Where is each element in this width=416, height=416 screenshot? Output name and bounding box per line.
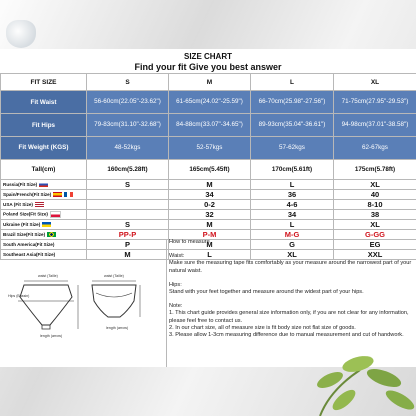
spain-flag-icon [53, 192, 62, 197]
cell: M [87, 250, 169, 260]
size-s: S [87, 74, 169, 91]
cell: L [169, 250, 251, 260]
hips-label-1: Hips (Bassin) [8, 294, 30, 298]
waist-l: 66-70cm(25.98"-27.56") [251, 91, 334, 114]
region-name: Spain/French(Fit Size) [3, 191, 52, 197]
size-m: M [169, 74, 251, 91]
table-header-row [1, 74, 416, 91]
cell: 34 [251, 210, 334, 220]
size-chart-sheet [0, 49, 416, 367]
hips-m: 84-88cm(33.07"-34.65") [169, 114, 251, 137]
region-label-ukraine [1, 220, 87, 230]
tall-s: 160cm(5.28ft) [87, 160, 169, 180]
region-label-south-america: South America(Fit Size) [1, 240, 87, 250]
hips-title: Hips: [169, 281, 182, 288]
length-label-1: length (arrow) [40, 334, 63, 338]
cell: 0-2 [169, 200, 251, 210]
region-label-poland [1, 210, 87, 220]
cell: P-M [169, 230, 251, 240]
region-label-southeast-asia: Southeast Asia(Fit Size) [1, 250, 87, 260]
note-2: 2. In our chart size, all of measure size is fit body size not flat size of goods. [169, 324, 356, 331]
weight-label: Fit Weight (KGS) [1, 137, 87, 160]
panties-diagram [0, 239, 166, 367]
cell: 4-6 [251, 200, 334, 210]
cell: M [169, 220, 251, 230]
hips-row [1, 114, 416, 137]
region-label-usa [1, 200, 87, 210]
cell: P [87, 240, 169, 250]
tall-m: 165cm(5.45ft) [169, 160, 251, 180]
cell: 8-10 [334, 200, 416, 210]
region-label-brazil [1, 230, 87, 240]
chart-title: SIZE CHART [184, 52, 232, 61]
region-name: Russia(Fit Size) [3, 181, 38, 187]
glass-vase [6, 20, 36, 48]
waist-row [1, 91, 416, 114]
cell: PP-P [87, 230, 169, 240]
cell: L [251, 220, 334, 230]
hips-xl: 94-98cm(37.01"-38.58") [334, 114, 416, 137]
size-table [0, 73, 416, 260]
region-name: Brazil Size(Fit Size) [3, 231, 46, 237]
cell: 36 [251, 190, 334, 200]
region-name: Poland Size(Fit Size) [3, 211, 48, 217]
weight-row [1, 137, 416, 160]
region-row-ukraine [1, 220, 416, 230]
poland-flag-icon [50, 211, 61, 218]
cell: S [87, 220, 169, 230]
cell: 34 [169, 190, 251, 200]
cell [87, 200, 169, 210]
fit-size-label: FIT SIZE [1, 74, 87, 91]
cell [87, 210, 169, 220]
title-block [0, 49, 416, 73]
france-flag-icon [64, 192, 73, 197]
size-l: L [251, 74, 334, 91]
cell: XL [334, 220, 416, 230]
ukraine-flag-icon [42, 222, 51, 227]
region-name: USA (Fit Size) [3, 201, 33, 207]
howto-title: How to measure [169, 239, 210, 245]
cell: S [87, 180, 169, 190]
usa-flag-icon [35, 202, 44, 207]
cell: XL [251, 250, 334, 260]
waist-xl: 71-75cm(27.95"-29.53") [334, 91, 416, 114]
tall-label: Tall(cm) [1, 160, 87, 180]
cell: XXL [334, 250, 416, 260]
brazil-flag-icon [47, 232, 56, 237]
measure-diagram [0, 239, 167, 367]
note-1: 1. This chart guide provides general size information only, if you are not clear for any information, please feel free to contact us. [169, 310, 409, 324]
waist-m: 61-65cm(24.02"-25.59") [169, 91, 251, 114]
cell: G-GG [334, 230, 416, 240]
cell: EG [334, 240, 416, 250]
weight-xl: 62-67kgs [334, 137, 416, 160]
region-row-usa [1, 200, 416, 210]
cell [87, 190, 169, 200]
waist-text: Make sure the measuring tape fits comfortably as your measure around the narrowest part of your natural waist. [169, 260, 412, 274]
region-label-russia [1, 180, 87, 190]
region-row-brazil [1, 230, 416, 240]
waist-s: 56-60cm(22.05"-23.62") [87, 91, 169, 114]
waist-label-2: waist (Taille) [104, 274, 124, 278]
size-xl: XL [334, 74, 416, 91]
tall-l: 170cm(5.61ft) [251, 160, 334, 180]
length-label-2: length (arrow) [106, 326, 129, 330]
weight-m: 52-57kgs [169, 137, 251, 160]
hips-label: Fit Hips [1, 114, 87, 137]
region-row-russia [1, 180, 416, 190]
region-label-spain-french [1, 190, 87, 200]
cell: M [169, 180, 251, 190]
cell: XL [334, 180, 416, 190]
hips-s: 79-83cm(31.10"-32.68") [87, 114, 169, 137]
tall-row [1, 160, 416, 180]
hips-text: Stand with your feet together and measure around the widest part of your hips. [169, 289, 364, 296]
cell: M-G [251, 230, 334, 240]
note-title: Note: [169, 303, 183, 310]
tall-xl: 175cm(5.78ft) [334, 160, 416, 180]
region-name: Ukraine (Fit Size) [3, 221, 41, 227]
hips-l: 89-93cm(35.04"-36.61") [251, 114, 334, 137]
waist-label: Fit Waist [1, 91, 87, 114]
region-row-poland [1, 210, 416, 220]
cell: 40 [334, 190, 416, 200]
cell: M [169, 240, 251, 250]
russia-flag-icon [39, 182, 48, 187]
note-3: 3. Please allow 1-3cm measuring difference due to manual measurement and cut of handwork. [169, 332, 404, 339]
region-row-spain-french [1, 190, 416, 200]
waist-label-1: waist (Taille) [38, 274, 58, 278]
waist-title: Waist: [169, 253, 185, 260]
cell: G [251, 240, 334, 250]
cell: 38 [334, 210, 416, 220]
weight-l: 57-62kgs [251, 137, 334, 160]
cell: L [251, 180, 334, 190]
plant-decoration [300, 330, 416, 416]
weight-s: 48-52kgs [87, 137, 169, 160]
cell: 32 [169, 210, 251, 220]
chart-subtitle: Find your fit Give you best answer [134, 62, 282, 72]
